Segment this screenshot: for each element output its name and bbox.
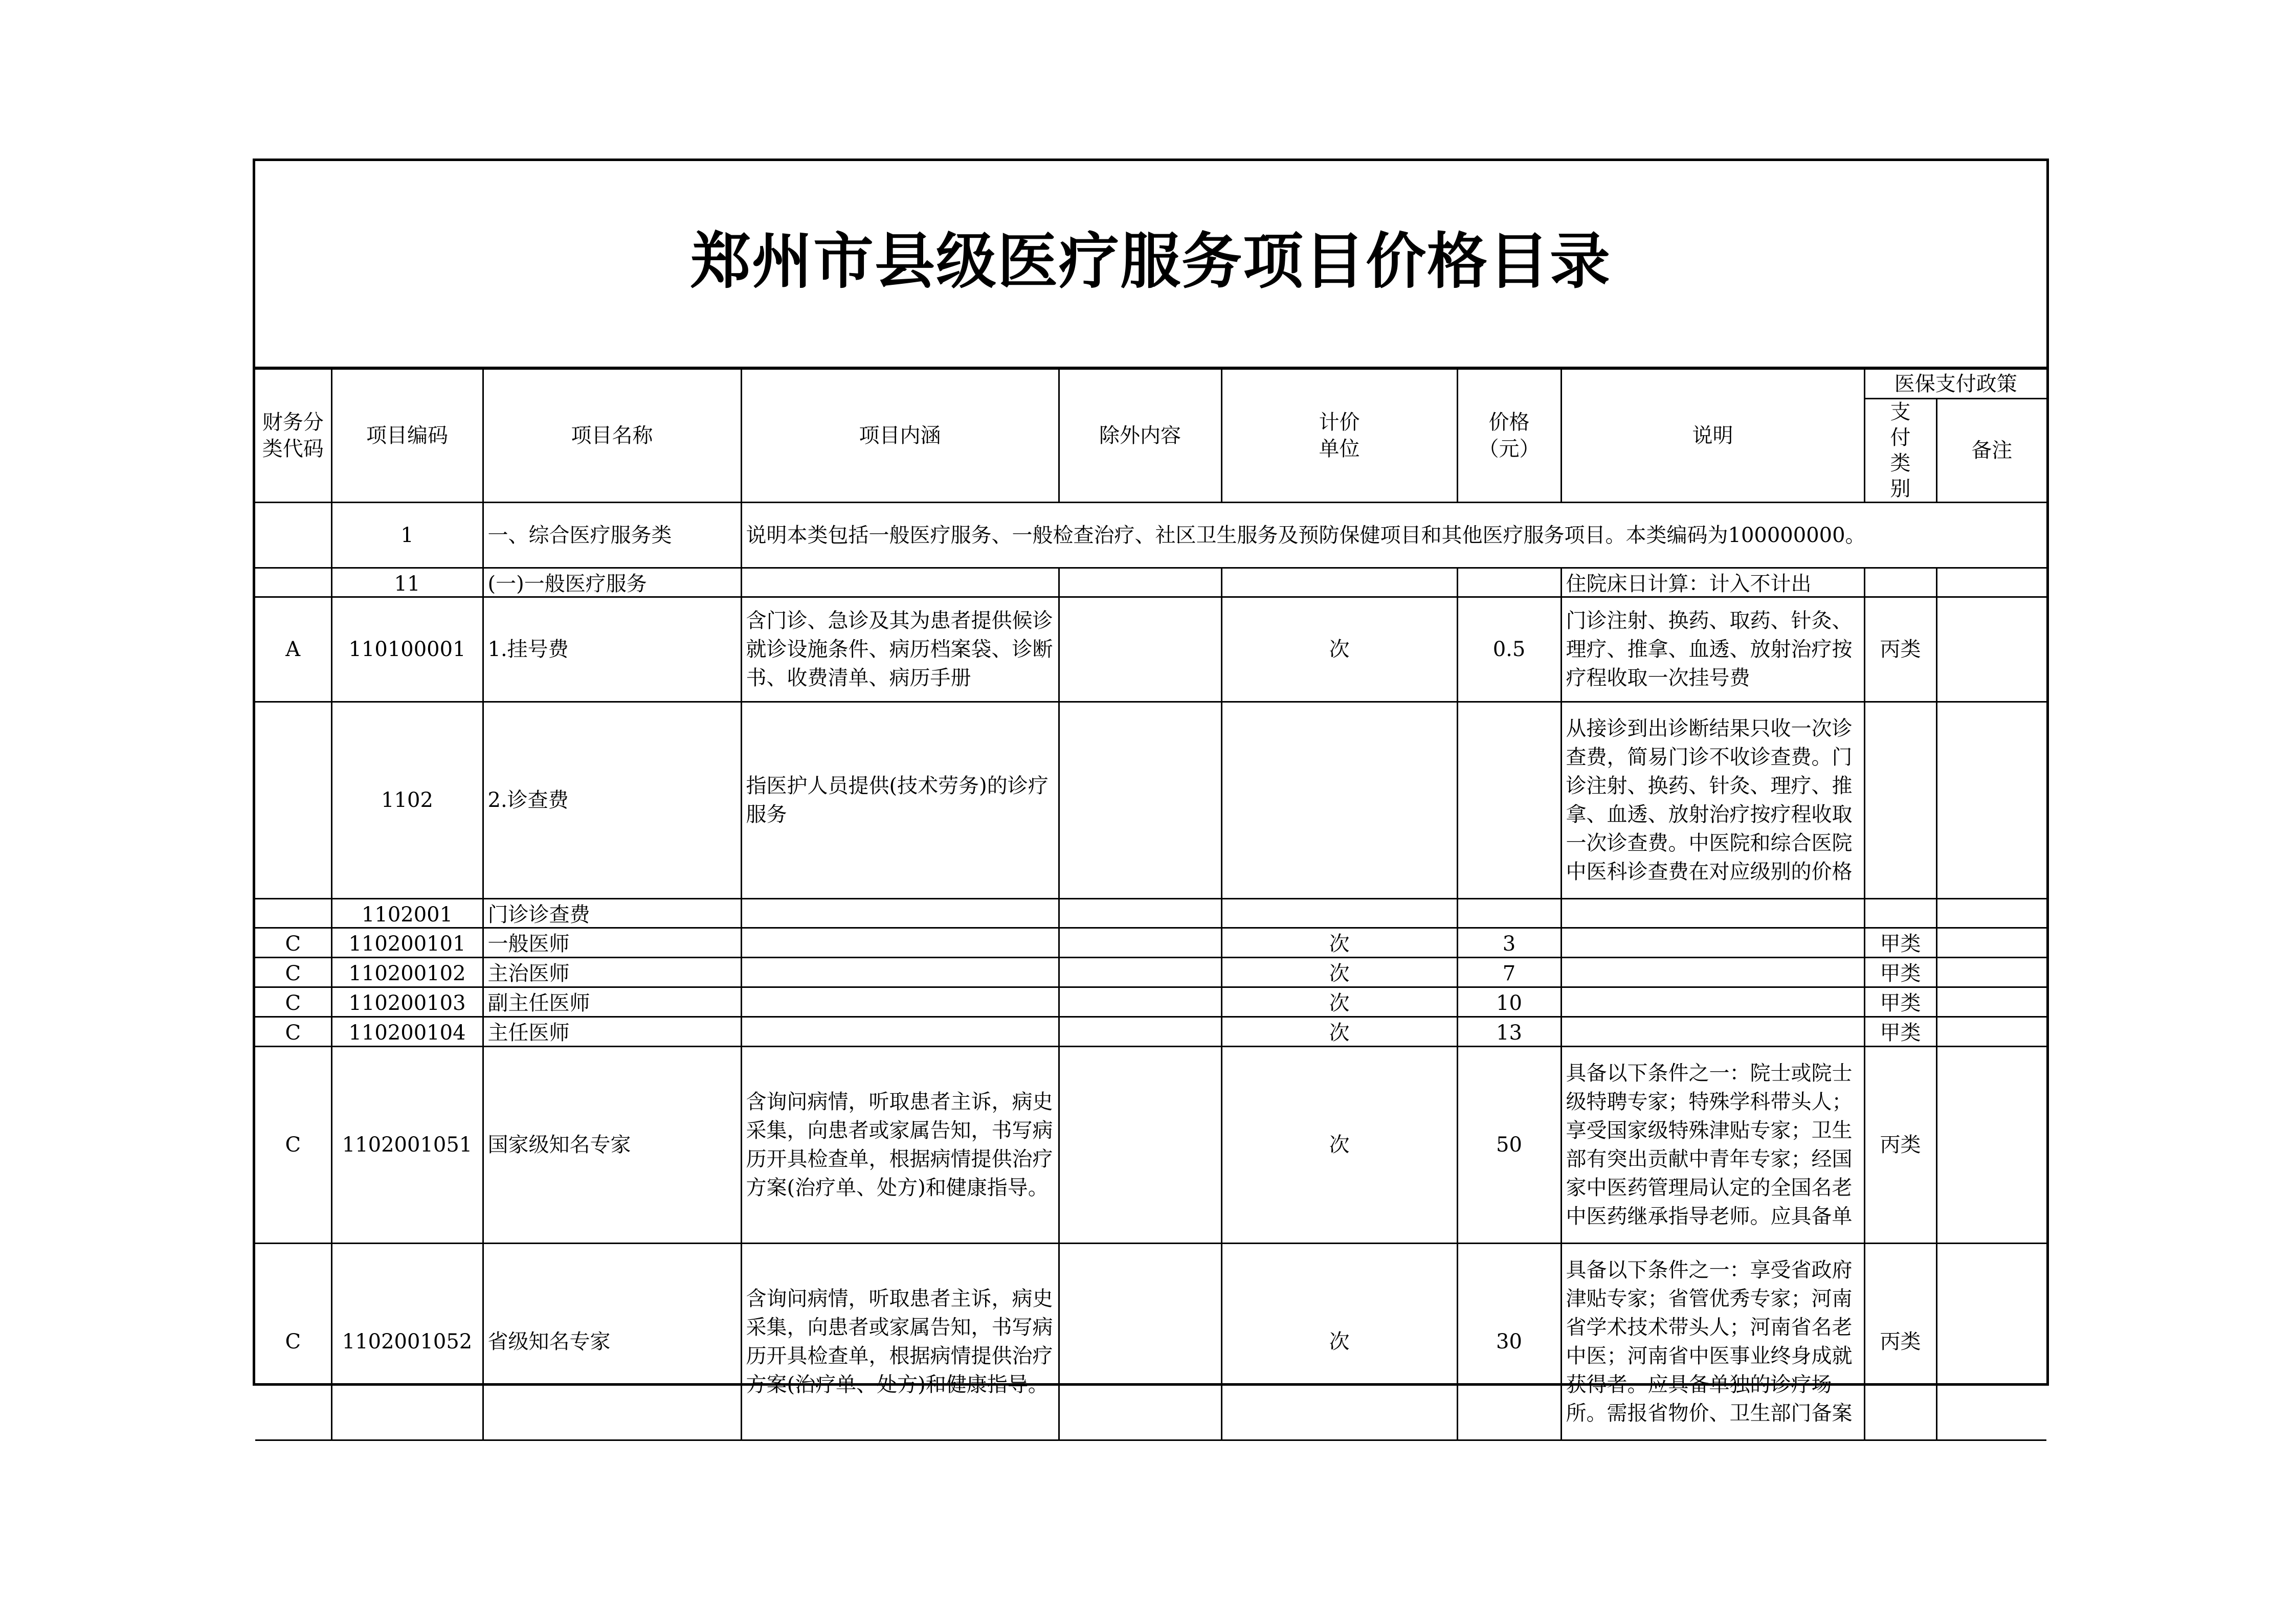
item-name-cell: [483, 958, 741, 987]
section-fin-code: [255, 503, 331, 568]
exclusion-cell: [1059, 568, 1221, 597]
unit-cell: [1221, 597, 1457, 702]
price-cell: [1457, 928, 1561, 958]
note-cell-text: 门诊注射、换药、取药、针灸、理疗、推拿、血透、放射治疗按疗程收取一次挂号费: [1566, 609, 1853, 690]
unit-cell: [1221, 702, 1457, 899]
pay-class-cell: [1864, 1017, 1936, 1047]
item-code-cell: [331, 1047, 483, 1244]
section-name: 一、综合医疗服务类: [483, 503, 741, 568]
connotation-cell: [741, 702, 1059, 899]
connotation-cell: [741, 597, 1059, 702]
note-cell-text: 具备以下条件之一：院士或院士级特聘专家；特殊学科带头人；享受国家级特殊津贴专家；卫生部有突出贡献中青年专家；经国家中医药管理局认定的全国名老中医药继承指导老师。应具备单: [1566, 1062, 1853, 1228]
unit-cell-text: 次: [1329, 1330, 1350, 1354]
note-cell: [1561, 987, 1864, 1017]
item-code-cell: [331, 1017, 483, 1047]
pay-class-cell: [1864, 928, 1936, 958]
item-name-cell: [483, 1244, 741, 1440]
fin-code-cell: [255, 928, 331, 958]
header-fin-code: 财务分类代码: [255, 369, 331, 503]
exclusion-cell: [1059, 1047, 1221, 1244]
header-insurance-policy: 医保支付政策: [1864, 369, 2046, 399]
unit-cell: [1221, 987, 1457, 1017]
connotation-cell: [741, 958, 1059, 987]
pay-class-cell: [1864, 958, 1936, 987]
item-code-cell: [331, 597, 483, 702]
table-row: [255, 899, 2046, 928]
item-name-cell: [483, 1047, 741, 1244]
pay-class-cell-text: 甲类: [1880, 961, 1921, 985]
fin-code-cell: [255, 899, 331, 928]
item-name-cell-text: 副主任医师: [487, 991, 590, 1015]
item-name-cell-text: 主治医师: [487, 961, 570, 985]
price-cell-text: 3: [1502, 932, 1516, 956]
page-title: 郑州市县级医疗服务项目价格目录: [690, 226, 1611, 297]
exclusion-cell: [1059, 958, 1221, 987]
table-row: [255, 1047, 2046, 1244]
unit-cell: [1221, 1244, 1457, 1440]
note-cell: [1561, 597, 1864, 702]
price-catalog-sheet: [253, 159, 2049, 1425]
item-code-cell-text: 110200103: [348, 991, 466, 1015]
item-name-cell-text: 1.挂号费: [487, 638, 569, 661]
item-code-cell-text: 11: [394, 572, 420, 596]
item-code-cell-text: 110200101: [348, 932, 466, 956]
connotation-cell: [741, 899, 1059, 928]
connotation-cell-text: 含门诊、急诊及其为患者提供候诊就诊设施条件、病历档案袋、诊断书、收费清单、病历手册: [746, 609, 1053, 690]
pay-class-cell-text: 甲类: [1880, 932, 1921, 956]
connotation-cell: [741, 987, 1059, 1017]
pay-class-cell-text: 甲类: [1880, 991, 1921, 1015]
section-row: [255, 503, 2046, 568]
header-note: 说明: [1561, 369, 1864, 503]
price-cell: [1457, 597, 1561, 702]
fin-code-cell: [255, 958, 331, 987]
note-cell: [1561, 1047, 1864, 1244]
connotation-cell-text: 含询问病情，听取患者主诉，病史采集，向患者或家属告知，书写病历开具检查单，根据病情提供治疗方案(治疗单、处方)和健康指导。: [746, 1090, 1053, 1200]
item-code-cell-text: 110100001: [348, 638, 466, 661]
connotation-cell: [741, 1047, 1059, 1244]
header-exclusion: 除外内容: [1059, 369, 1221, 503]
note-cell: [1561, 928, 1864, 958]
fin-code-cell: [255, 597, 331, 702]
title-area: [255, 161, 2046, 368]
pay-class-cell-text: 丙类: [1880, 1330, 1921, 1354]
pay-class-cell-text: 甲类: [1880, 1021, 1921, 1045]
item-code-cell: [331, 702, 483, 899]
exclusion-cell: [1059, 1017, 1221, 1047]
item-name-cell-text: 省级知名专家: [487, 1330, 611, 1354]
item-name-cell-text: (一)一般医疗服务: [487, 572, 647, 596]
price-cell: [1457, 899, 1561, 928]
exclusion-cell: [1059, 928, 1221, 958]
fin-code-cell-text: C: [285, 932, 301, 956]
fin-code-cell-text: C: [285, 1330, 301, 1354]
table-row: [255, 958, 2046, 987]
exclusion-cell: [1059, 1244, 1221, 1440]
item-code-cell: [331, 958, 483, 987]
remark-cell: [1936, 1047, 2046, 1244]
price-cell-text: 0.5: [1492, 638, 1526, 661]
price-cell: [1457, 1244, 1561, 1440]
header-remark: 备注: [1936, 399, 2046, 503]
fin-code-cell: [255, 702, 331, 899]
connotation-cell: [741, 568, 1059, 597]
header-item-name: 项目名称: [483, 369, 741, 503]
section-description: 说明本类包括一般医疗服务、一般检查治疗、社区卫生服务及预防保健项目和其他医疗服务项目。本类编码为100000000。: [741, 503, 2046, 568]
price-cell: [1457, 568, 1561, 597]
item-code-cell: [331, 1244, 483, 1440]
price-cell: [1457, 1017, 1561, 1047]
fin-code-cell-text: C: [285, 991, 301, 1015]
item-code-cell: [331, 987, 483, 1017]
unit-cell: [1221, 1047, 1457, 1244]
header-connotation: 项目内涵: [741, 369, 1059, 503]
fin-code-cell-text: C: [285, 1021, 301, 1045]
table-row: [255, 928, 2046, 958]
unit-cell: [1221, 928, 1457, 958]
exclusion-cell: [1059, 702, 1221, 899]
unit-cell-text: 次: [1329, 961, 1350, 985]
price-cell: [1457, 958, 1561, 987]
connotation-cell: [741, 1244, 1059, 1440]
table-row: [255, 1244, 2046, 1440]
pay-class-cell: [1864, 597, 1936, 702]
remark-cell: [1936, 597, 2046, 702]
unit-cell-text: 次: [1329, 932, 1350, 956]
table-row: [255, 597, 2046, 702]
pay-class-cell: [1864, 1047, 1936, 1244]
remark-cell: [1936, 899, 2046, 928]
unit-cell-text: 次: [1329, 991, 1350, 1015]
remark-cell: [1936, 1017, 2046, 1047]
pay-class-cell: [1864, 899, 1936, 928]
pay-class-cell-text: 丙类: [1880, 638, 1921, 661]
connotation-cell-text: 含询问病情，听取患者主诉，病史采集，向患者或家属告知，书写病历开具检查单，根据病情提供治疗方案(治疗单、处方)和健康指导。: [746, 1287, 1053, 1396]
item-name-cell-text: 2.诊查费: [487, 788, 569, 812]
exclusion-cell: [1059, 597, 1221, 702]
price-cell: [1457, 1047, 1561, 1244]
price-cell-text: 13: [1496, 1021, 1522, 1045]
fin-code-cell: [255, 987, 331, 1017]
note-cell: [1561, 1017, 1864, 1047]
fin-code-cell-text: C: [285, 1133, 301, 1157]
item-name-cell: [483, 702, 741, 899]
price-cell-text: 10: [1496, 991, 1522, 1015]
item-name-cell: [483, 1017, 741, 1047]
table-row: [255, 702, 2046, 899]
fin-code-cell: [255, 568, 331, 597]
pay-class-cell: [1864, 568, 1936, 597]
price-cell: [1457, 987, 1561, 1017]
item-code-cell: [331, 568, 483, 597]
connotation-cell-text: 指医护人员提供(技术劳务)的诊疗服务: [746, 774, 1049, 826]
section-code: 1: [331, 503, 483, 568]
item-name-cell-text: 门诊诊查费: [487, 903, 590, 927]
fin-code-cell: [255, 1017, 331, 1047]
item-name-cell-text: 主任医师: [487, 1021, 570, 1045]
fin-code-cell-text: A: [285, 638, 301, 661]
price-cell: [1457, 702, 1561, 899]
fin-code-cell: [255, 1047, 331, 1244]
exclusion-cell: [1059, 987, 1221, 1017]
item-code-cell-text: 1102: [381, 788, 433, 812]
unit-cell: [1221, 958, 1457, 987]
connotation-cell: [741, 1017, 1059, 1047]
item-code-cell-text: 110200102: [348, 961, 466, 985]
remark-cell: [1936, 568, 2046, 597]
item-code-cell-text: 1102001051: [342, 1133, 473, 1157]
header-price: 价格（元）: [1457, 369, 1561, 503]
item-name-cell: [483, 928, 741, 958]
header-pay-class: 支付类别: [1864, 399, 1936, 503]
note-cell: [1561, 958, 1864, 987]
price-cell-text: 50: [1496, 1133, 1522, 1157]
remark-cell: [1936, 958, 2046, 987]
remark-cell: [1936, 702, 2046, 899]
unit-cell-text: 次: [1329, 638, 1350, 661]
note-cell: [1561, 899, 1864, 928]
item-code-cell-text: 1102001: [361, 903, 453, 927]
item-code-cell-text: 110200104: [348, 1021, 466, 1045]
item-name-cell-text: 国家级知名专家: [487, 1133, 631, 1157]
unit-cell: [1221, 568, 1457, 597]
item-code-cell: [331, 899, 483, 928]
fin-code-cell: [255, 1244, 331, 1440]
item-name-cell: [483, 568, 741, 597]
header-item-code: 项目编码: [331, 369, 483, 503]
unit-cell: [1221, 1017, 1457, 1047]
note-cell-text: 具备以下条件之一：享受省政府津贴专家；省管优秀专家；河南省学术技术带头人；河南省名老中医；河南省中医事业终身成就获得者。应具备单独的诊疗场所。需报省物价、卫生部门备案: [1566, 1258, 1853, 1425]
pay-class-cell-text: 丙类: [1880, 1133, 1921, 1157]
item-name-cell: [483, 899, 741, 928]
note-cell-text: 从接诊到出诊断结果只收一次诊查费，简易门诊不收诊查费。门诊注射、换药、针灸、理疗、推拿、血透、放射治疗按疗程收取一次诊查费。中医院和综合医院中医科诊查费在对应级别的价格: [1566, 717, 1853, 884]
item-name-cell: [483, 597, 741, 702]
fin-code-cell-text: C: [285, 961, 301, 985]
connotation-cell: [741, 928, 1059, 958]
exclusion-cell: [1059, 899, 1221, 928]
table-row: [255, 987, 2046, 1017]
pay-class-cell: [1864, 702, 1936, 899]
item-code-cell: [331, 928, 483, 958]
price-cell-text: 30: [1496, 1330, 1522, 1354]
pay-class-cell: [1864, 1244, 1936, 1440]
note-cell-text: 住院床日计算：计入不计出: [1566, 572, 1812, 596]
price-cell-text: 7: [1502, 961, 1516, 985]
table-row: [255, 568, 2046, 597]
remark-cell: [1936, 987, 2046, 1017]
item-name-cell: [483, 987, 741, 1017]
remark-cell: [1936, 928, 2046, 958]
note-cell: [1561, 1244, 1864, 1440]
unit-cell-text: 次: [1329, 1021, 1350, 1045]
note-cell: [1561, 568, 1864, 597]
pay-class-cell: [1864, 987, 1936, 1017]
remark-cell: [1936, 1244, 2046, 1440]
item-code-cell-text: 1102001052: [342, 1330, 473, 1354]
price-table: [255, 368, 2046, 1441]
item-name-cell-text: 一般医师: [487, 932, 570, 956]
note-cell: [1561, 702, 1864, 899]
unit-cell: [1221, 899, 1457, 928]
unit-cell-text: 次: [1329, 1133, 1350, 1157]
header-unit: 计价单位: [1221, 369, 1457, 503]
table-row: [255, 1017, 2046, 1047]
